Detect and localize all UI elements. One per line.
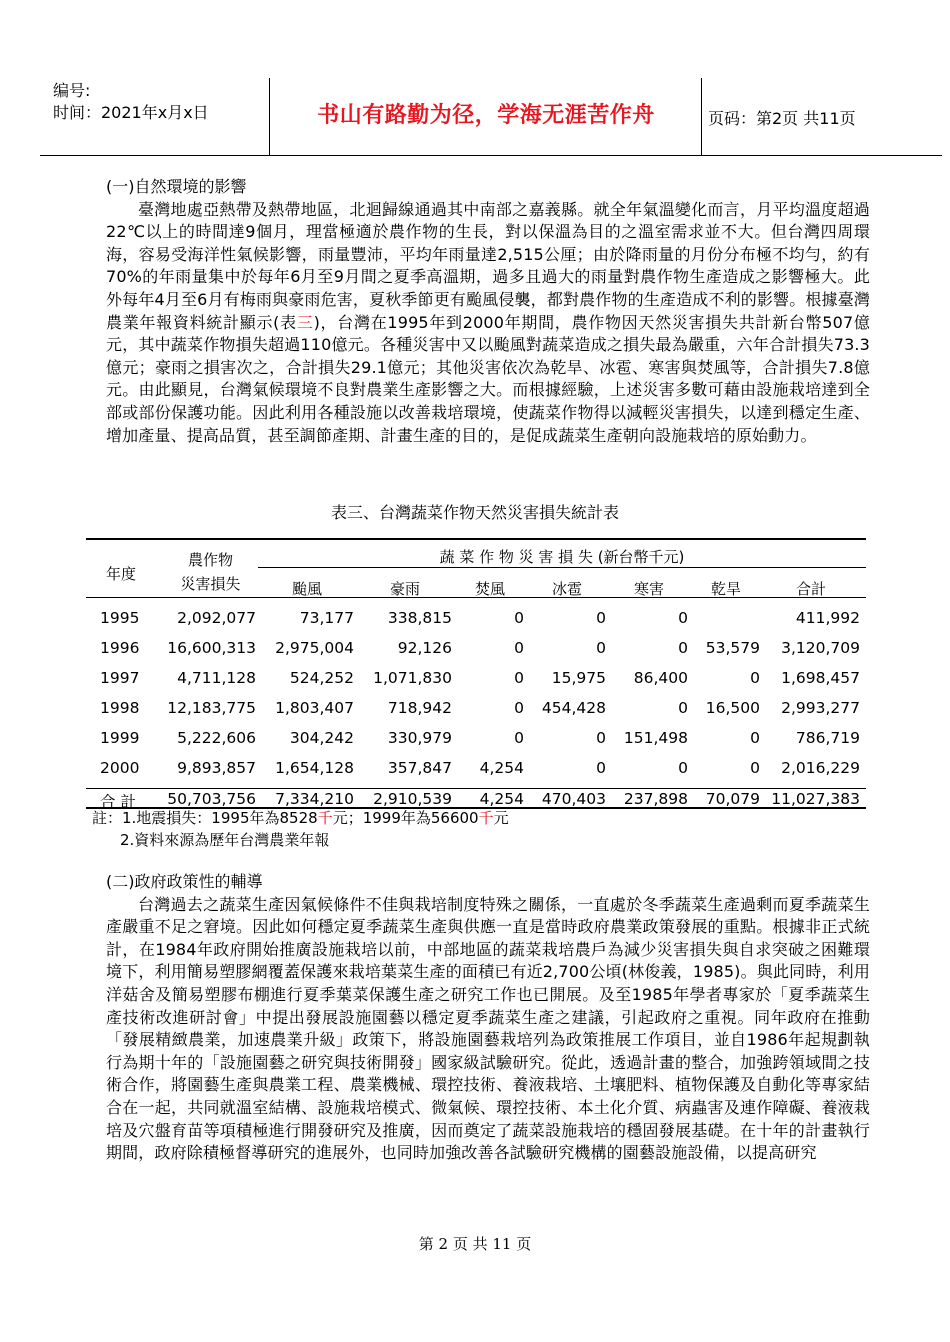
row-value: 53,579 <box>705 639 760 657</box>
note-2: 2.資料來源為歷年台灣農業年報 <box>120 831 330 849</box>
paragraph-text-continued: )，台灣在1995年到2000年期間，農作物因天然災害損失共計新台幣507億元，其中蔬菜作物損失超過110億元。各種災害中又以颱風對蔬菜造成之損失最為嚴重，六年合計損失73.3億元；豪雨之損害次之，合計損失29.1億元；其他災害依次為乾旱、冰雹、寒害與焚風等，合計損失7.8億元。由此顯見，台灣氣候環境不良對農業生產影響之大。而根據經驗，上述災害多數可藉由設施栽培達到全部或部份保護功能。因此利用各種設施以改善栽培環境，使蔬菜作物得以減輕災害損失，以達到穩定生產、增加產量、提高品質，甚至調節產期、計畫生產的目的，是促成蔬菜生產朝向設施栽培的原始動力。 <box>106 312 870 445</box>
table-top-rule <box>86 538 866 540</box>
row-year: 1998 <box>100 699 140 717</box>
col-header-year: 年度 <box>106 565 137 583</box>
paragraph-text: 臺灣地處亞熱帶及熱帶地區，北迴歸線通過其中南部之嘉義縣。就全年氣溫變化而言，月平均溫度超過22℃以上的時間達9個月，理當極適於農作物的生長，對以保溫為目的之溫室需求並不大。但台灣四周環海，容易受海洋性氣候影響，雨量豐沛，平均年雨量達2,515公厘；由於降雨量的月份分布極不均勻，約有70%的年雨量集中於每年6月至9月間之夏季高溫期，過多且過大的雨量對農作物生產造成之影響極大。此外每年4月至6月有梅雨與豪雨危害，夏秋季節更有颱風侵襲，都對農作物的生產造成不利的影響。根據臺灣農業年報資料統計顯示(表 <box>106 199 870 332</box>
total-crop-loss: 50,703,756 <box>167 790 256 808</box>
section-title: (一)自然環境的影響 <box>106 177 247 196</box>
row-value: 0 <box>596 729 606 747</box>
total-label: 合 計 <box>100 793 136 811</box>
row-value: 0 <box>678 759 688 777</box>
section-paragraph <box>106 199 870 448</box>
date-label: 时间：2021年x月x日 <box>53 103 209 122</box>
total-value: 2,910,539 <box>373 790 452 808</box>
table-total-rule <box>86 788 866 789</box>
col-header: 合計 <box>795 580 826 598</box>
header-page-info: 页码：第2页 共11页 <box>708 109 856 128</box>
col-header: 焚風 <box>474 580 505 598</box>
row-value: 304,242 <box>289 729 354 747</box>
row-value: 2,975,004 <box>275 639 354 657</box>
row-value: 330,979 <box>387 729 452 747</box>
row-value: 151,498 <box>623 729 688 747</box>
row-value: 454,428 <box>541 699 606 717</box>
row-value: 0 <box>514 639 524 657</box>
row-value: 15,975 <box>551 669 606 687</box>
row-value: 718,942 <box>387 699 452 717</box>
col-header-crop-line1: 農作物 <box>187 551 233 569</box>
total-value: 4,254 <box>479 790 524 808</box>
col-header: 乾旱 <box>710 580 741 598</box>
row-value: 92,126 <box>397 639 452 657</box>
row-value: 73,177 <box>299 609 354 627</box>
row-year: 2000 <box>100 759 140 777</box>
col-header: 豪雨 <box>389 580 420 598</box>
row-value: 0 <box>750 669 760 687</box>
row-year: 1999 <box>100 729 140 747</box>
table-caption: 表三、台灣蔬菜作物天然災害損失統計表 <box>330 503 619 522</box>
section-paragraph: 台灣過去之蔬菜生產因氣候條件不佳與栽培制度特殊之關係，一直處於冬季蔬菜生產過剩而夏季蔬菜生產嚴重不足之窘境。因此如何穩定夏季蔬菜生產與供應一直是當時政府農業政策發展的重點。根據非正式統計，在1984年政府開始推廣設施栽培以前，中部地區的蔬菜栽培農戶為減少災害損失與自求突破之困難環境下，利用簡易塑膠網覆蓋保護來栽培葉菜生產的面積已有近2,700公頃(林俊義，1985)。與此同時，利用洋菇舍及簡易塑膠布棚進行夏季葉菜保護生產之研究工作也已開展。及至1985年學者專家於「夏季蔬菜生產技術改進研討會」中提出發展設施園藝以穩定夏季蔬菜生產之建議，引起政府之重視。同年政府在推動「發展精緻農業，加速農業升級」政策下，將設施園藝栽培列為政策推展工作項目，並自1986年起規劃執行為期十年的「設施園藝之研究與技術開發」國家級試驗研究。從此，透過計畫的整合，加強跨領域間之技術合作，將園藝生產與農業工程、農業機械、環控技術、養液栽培、土壤肥料、植物保護及自動化等專家結合在一起，共同就溫室結構、設施栽培模式、微氣候、環控技術、本土化介質、病蟲害及連作障礙、養液栽培及穴盤育苗等項積極進行開發研究及推廣，因而奠定了蔬菜設施栽培的穩固發展基礎。在十年的計畫執行期間，政府除積極督導研究的進展外，也同時加強改善各試驗研究機構的園藝設施設備，以提高研究 <box>106 894 870 1163</box>
row-value: 338,815 <box>387 609 452 627</box>
row-value: 0 <box>678 639 688 657</box>
header-motto: 书山有路勤为径，学海无涯苦作舟 <box>317 103 655 128</box>
row-value: 2,993,277 <box>781 699 860 717</box>
col-header: 寒害 <box>633 580 664 598</box>
header-divider-right <box>701 78 702 155</box>
row-year: 1997 <box>100 669 140 687</box>
row-value: 0 <box>514 699 524 717</box>
row-value: 1,698,457 <box>781 669 860 687</box>
row-value: 0 <box>514 609 524 627</box>
row-value: 0 <box>678 609 688 627</box>
row-crop-loss: 4,711,128 <box>177 669 256 687</box>
row-value: 0 <box>596 639 606 657</box>
table-reference: 三 <box>296 312 314 332</box>
row-value: 0 <box>678 699 688 717</box>
row-value: 786,719 <box>795 729 860 747</box>
row-value: 1,803,407 <box>275 699 354 717</box>
row-value: 86,400 <box>633 669 688 687</box>
row-value: 0 <box>750 729 760 747</box>
row-value: 0 <box>514 729 524 747</box>
col-header: 颱風 <box>291 580 322 598</box>
header-rule <box>40 155 942 156</box>
row-value: 2,016,229 <box>781 759 860 777</box>
total-value: 237,898 <box>623 790 688 808</box>
header-meta <box>53 80 209 124</box>
section-title: (二)政府政策性的輔導 <box>106 872 263 891</box>
section-natural-environment <box>106 176 870 447</box>
page-footer: 第 2 页 共 11 页 <box>418 1235 532 1253</box>
table-notes <box>92 807 509 851</box>
total-value: 70,079 <box>705 790 760 808</box>
row-value: 1,071,830 <box>373 669 452 687</box>
total-value: 7,334,210 <box>275 790 354 808</box>
row-crop-loss: 12,183,775 <box>167 699 256 717</box>
row-crop-loss: 9,893,857 <box>177 759 256 777</box>
col-header: 冰雹 <box>551 580 582 598</box>
row-crop-loss: 5,222,606 <box>177 729 256 747</box>
row-value: 4,254 <box>479 759 524 777</box>
total-value: 11,027,383 <box>771 790 860 808</box>
row-value: 357,847 <box>387 759 452 777</box>
col-group-header: 蔬 菜 作 物 災 害 損 失 (新台幣千元) <box>439 548 685 566</box>
row-year: 1996 <box>100 639 140 657</box>
row-value: 3,120,709 <box>781 639 860 657</box>
doc-number-label: 编号: <box>53 81 91 100</box>
total-value: 470,403 <box>541 790 606 808</box>
row-crop-loss: 16,600,313 <box>167 639 256 657</box>
row-value: 0 <box>514 669 524 687</box>
row-value: 1,654,128 <box>275 759 354 777</box>
row-crop-loss: 2,092,077 <box>177 609 256 627</box>
table-group-rule <box>258 567 866 568</box>
row-value: 16,500 <box>705 699 760 717</box>
section-government-policy <box>106 871 870 1165</box>
col-header-crop-line2: 災害損失 <box>180 575 241 593</box>
row-value: 411,992 <box>795 609 860 627</box>
row-value: 524,252 <box>289 669 354 687</box>
row-value: 0 <box>596 609 606 627</box>
note-1: 註：1.地震損失：1995年為8528千元；1999年為56600千元 <box>92 809 509 827</box>
row-value: 0 <box>750 759 760 777</box>
row-year: 1995 <box>100 609 140 627</box>
row-value: 0 <box>596 759 606 777</box>
